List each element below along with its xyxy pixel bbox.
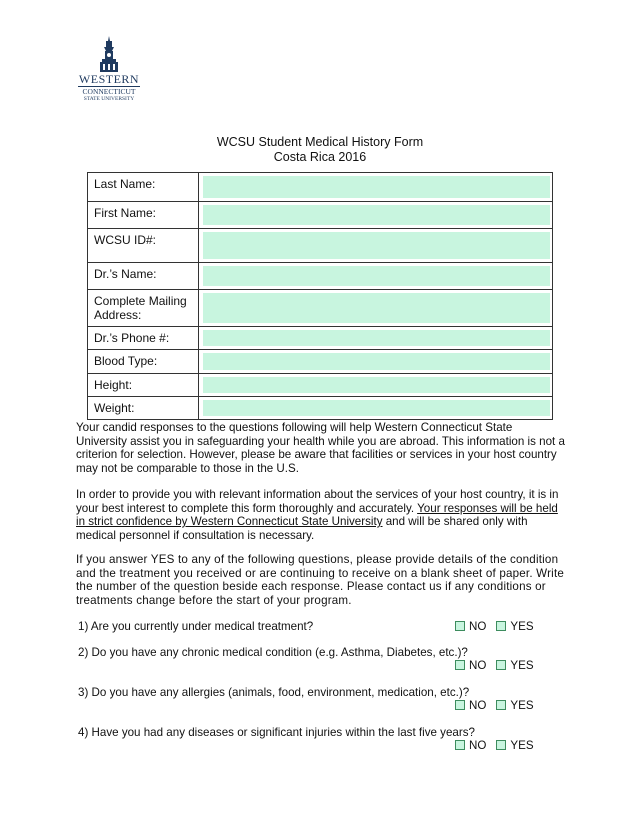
field-cell	[199, 374, 553, 397]
yes-label: YES	[510, 659, 534, 672]
logo-line-1: WESTERN	[78, 72, 140, 86]
field-cell	[199, 397, 553, 420]
question-2: 2) Do you have any chronic medical condition (e.g. Asthma, Diabetes, etc.)?	[78, 646, 468, 659]
field-label-last-name: Last Name:	[88, 173, 199, 202]
field-cell	[199, 173, 553, 202]
university-logo	[74, 36, 144, 103]
form-row	[88, 290, 553, 327]
field-cell	[199, 290, 553, 327]
doctor-name-input[interactable]	[203, 266, 550, 286]
question-4-yes-option[interactable]	[496, 739, 533, 753]
yes-label: YES	[510, 699, 534, 712]
form-title: WCSU Student Medical History Form	[216, 135, 424, 149]
question-3: 3) Do you have any allergies (animals, food, environment, medication, etc.)?	[78, 686, 470, 699]
yes-label: YES	[510, 739, 534, 752]
question-1-no-option[interactable]	[455, 620, 486, 634]
field-cell	[199, 327, 553, 350]
no-label: NO	[469, 699, 487, 712]
form-row	[88, 350, 553, 374]
field-label-height: Height:	[88, 374, 199, 397]
form-row	[88, 374, 553, 397]
last-name-input[interactable]	[203, 176, 550, 198]
checkbox-icon[interactable]	[496, 621, 506, 631]
personal-info-table	[87, 172, 553, 420]
checkbox-icon[interactable]	[496, 660, 506, 670]
question-4-options	[455, 739, 544, 753]
weight-input[interactable]	[203, 400, 550, 416]
field-label-mailing-address: Complete Mailing Address:	[88, 290, 199, 327]
confidentiality-paragraph	[76, 488, 566, 542]
no-label: NO	[469, 739, 487, 752]
form-subtitle: Costa Rica 2016	[273, 150, 367, 164]
form-row	[88, 173, 553, 202]
checkbox-icon[interactable]	[455, 621, 465, 631]
field-label-first-name: First Name:	[88, 202, 199, 229]
field-cell	[199, 263, 553, 290]
checkbox-icon[interactable]	[455, 660, 465, 670]
wcsu-id-input[interactable]	[203, 232, 550, 259]
question-1-options	[455, 620, 544, 634]
field-label-doctor-phone: Dr.’s Phone #:	[88, 327, 199, 350]
height-input[interactable]	[203, 377, 550, 393]
no-label: NO	[469, 659, 487, 672]
form-row	[88, 397, 553, 420]
question-2-yes-option[interactable]	[496, 659, 533, 673]
field-cell	[199, 229, 553, 263]
question-3-options	[455, 699, 544, 713]
field-label-doctor-name: Dr.’s Name:	[88, 263, 199, 290]
checkbox-icon[interactable]	[455, 740, 465, 750]
intro-paragraph: Your candid responses to the questions following will help Western Connecticut State University assist you in safeguarding your health while you are abroad. This information is not a criterion for selection. However, please be aware that facilities or services in your host country may not be comparable to those in the U.S.	[76, 421, 565, 475]
form-row	[88, 202, 553, 229]
field-cell	[199, 202, 553, 229]
question-4: 4) Have you had any diseases or significant injuries within the last five years?	[78, 726, 475, 739]
doctor-phone-input[interactable]	[203, 330, 550, 346]
logo-line-3: STATE UNIVERSITY	[83, 96, 135, 102]
field-cell	[199, 350, 553, 374]
form-row	[88, 263, 553, 290]
yes-label: YES	[510, 620, 534, 633]
form-title-block	[0, 135, 640, 165]
mailing-address-input[interactable]	[203, 293, 550, 323]
question-2-no-option[interactable]	[455, 659, 486, 673]
logo-line-2: CONNECTICUT	[82, 87, 136, 96]
instructions-paragraph: If you answer YES to any of the following questions, please provide details of the condition and the treatment you received or are continuing to receive on a blank sheet of paper. Write the number of the question beside each response. Please contact us if any conditions or treatments change before the start of your program.	[76, 553, 565, 607]
confidentiality-text-start: In order to provide you with relevant information about the services of your host country, it is in your best interest to complete this form thoroughly and accurately.	[76, 488, 559, 515]
question-1-yes-option[interactable]	[496, 620, 533, 634]
field-label-wcsu-id: WCSU ID#:	[88, 229, 199, 263]
confidentiality-underlined-text: Your responses will be held in strict confidence by Western Connecticut State University	[76, 501, 558, 529]
confidentiality-text-end: and will be shared only with medical personnel if consultation is necessary.	[76, 515, 528, 542]
form-row	[88, 229, 553, 263]
no-label: NO	[469, 620, 487, 633]
question-3-no-option[interactable]	[455, 699, 486, 713]
question-1: 1) Are you currently under medical treatment?	[78, 620, 314, 633]
checkbox-icon[interactable]	[455, 700, 465, 710]
blood-type-input[interactable]	[203, 353, 550, 370]
checkbox-icon[interactable]	[496, 740, 506, 750]
field-label-blood-type: Blood Type:	[88, 350, 199, 374]
checkbox-icon[interactable]	[496, 700, 506, 710]
first-name-input[interactable]	[203, 205, 550, 225]
field-label-weight: Weight:	[88, 397, 199, 420]
question-3-yes-option[interactable]	[496, 699, 533, 713]
form-row	[88, 327, 553, 350]
question-2-options	[455, 659, 544, 673]
clock-tower-icon	[94, 36, 124, 72]
question-4-no-option[interactable]	[455, 739, 486, 753]
